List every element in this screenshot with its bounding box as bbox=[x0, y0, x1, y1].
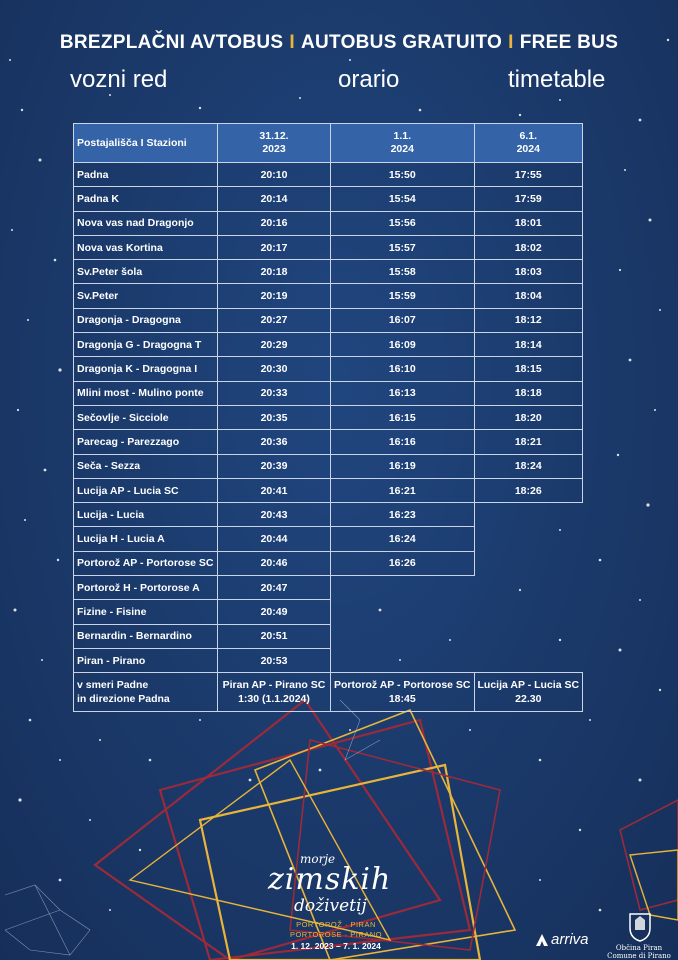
departure-time: 16:21 bbox=[331, 478, 475, 502]
table-row bbox=[74, 527, 583, 551]
departure-time: 20:30 bbox=[218, 357, 331, 381]
departure-time: 18:15 bbox=[474, 357, 583, 381]
table-row bbox=[74, 381, 583, 405]
table-row bbox=[74, 600, 583, 624]
header-date: 31.12. 2023 bbox=[218, 124, 331, 163]
table-row bbox=[74, 308, 583, 332]
station-name: Lucija AP - Lucia SC bbox=[74, 478, 218, 502]
subtitle-italian: orario bbox=[338, 66, 400, 93]
station-name: Portorož H - Portorose A bbox=[74, 576, 218, 600]
table-row bbox=[74, 211, 583, 235]
departure-time: 18:24 bbox=[474, 454, 583, 478]
departure-time: 20:53 bbox=[218, 648, 331, 672]
table-row bbox=[74, 624, 583, 648]
departure-time: 20:51 bbox=[218, 624, 331, 648]
departure-time: 18:14 bbox=[474, 333, 583, 357]
table-row bbox=[74, 648, 583, 672]
departure-time: 20:10 bbox=[218, 163, 331, 187]
departure-time: 20:43 bbox=[218, 503, 331, 527]
departure-time: 16:23 bbox=[331, 503, 475, 527]
municipality-name-sl: Občina Piran bbox=[615, 944, 663, 952]
departure-time: 18:02 bbox=[474, 235, 583, 259]
event-logo-line1: morje bbox=[300, 852, 336, 866]
departure-time: 20:46 bbox=[218, 551, 331, 575]
empty-cell bbox=[474, 503, 583, 527]
departure-time: 16:26 bbox=[331, 551, 475, 575]
municipality-name-it: Comune di Pirano bbox=[607, 952, 671, 960]
event-logo-line3: doživetij bbox=[294, 896, 367, 916]
station-name: Dragonja - Dragogna bbox=[74, 308, 218, 332]
departure-time: 16:24 bbox=[331, 527, 475, 551]
departure-time: 20:19 bbox=[218, 284, 331, 308]
empty-cell bbox=[474, 551, 583, 575]
departure-time: 18:26 bbox=[474, 478, 583, 502]
departure-time: 18:12 bbox=[474, 308, 583, 332]
table-row bbox=[74, 284, 583, 308]
departure-time: 18:21 bbox=[474, 430, 583, 454]
departure-time: 20:41 bbox=[218, 478, 331, 502]
coat-of-arms-icon bbox=[628, 910, 652, 942]
departure-time: 20:47 bbox=[218, 576, 331, 600]
departure-time: 16:15 bbox=[331, 405, 475, 429]
arriva-icon bbox=[535, 933, 549, 947]
table-row bbox=[74, 576, 583, 600]
station-name: Parecag - Parezzago bbox=[74, 430, 218, 454]
table-row bbox=[74, 333, 583, 357]
station-name: Mlini most - Mulino ponte bbox=[74, 381, 218, 405]
station-name: Portorož AP - Portorose SC bbox=[74, 551, 218, 575]
station-name: Padna K bbox=[74, 187, 218, 211]
station-name: Sv.Peter bbox=[74, 284, 218, 308]
table-row bbox=[74, 551, 583, 575]
title-italian: AUTOBUS GRATUITO bbox=[300, 32, 503, 53]
station-name: Lucija H - Lucia A bbox=[74, 527, 218, 551]
empty-cell bbox=[474, 527, 583, 551]
subtitle-slovenian: vozni red bbox=[70, 66, 168, 93]
departure-time: 15:56 bbox=[331, 211, 475, 235]
title-slovenian: BREZPLAČNI AVTOBUS bbox=[59, 32, 284, 53]
page-title bbox=[0, 32, 678, 54]
departure-time: 20:36 bbox=[218, 430, 331, 454]
table-row bbox=[74, 503, 583, 527]
table-row bbox=[74, 478, 583, 502]
empty-cell bbox=[331, 624, 583, 648]
departure-time: 15:59 bbox=[331, 284, 475, 308]
arriva-logo bbox=[535, 931, 589, 948]
departure-time: 16:19 bbox=[331, 454, 475, 478]
table-row bbox=[74, 430, 583, 454]
departure-time: 15:57 bbox=[331, 235, 475, 259]
table-row bbox=[74, 405, 583, 429]
return-departure: Lucija AP - Lucia SC 22.30 bbox=[474, 673, 583, 712]
empty-cell bbox=[331, 576, 583, 600]
table-row bbox=[74, 454, 583, 478]
table-row bbox=[74, 235, 583, 259]
departure-time: 15:58 bbox=[331, 260, 475, 284]
station-name: Bernardin - Bernardino bbox=[74, 624, 218, 648]
timetable-table bbox=[73, 123, 583, 712]
subtitle-english: timetable bbox=[508, 66, 606, 93]
departure-time: 15:54 bbox=[331, 187, 475, 211]
station-name: Padna bbox=[74, 163, 218, 187]
departure-time: 16:09 bbox=[331, 333, 475, 357]
departure-time: 20:35 bbox=[218, 405, 331, 429]
departure-time: 20:17 bbox=[218, 235, 331, 259]
departure-time: 18:04 bbox=[474, 284, 583, 308]
title-english: FREE BUS bbox=[519, 32, 619, 53]
station-name: Dragonja K - Dragogna I bbox=[74, 357, 218, 381]
empty-cell bbox=[331, 648, 583, 672]
empty-cell bbox=[331, 600, 583, 624]
departure-time: 20:44 bbox=[218, 527, 331, 551]
title-separator: I bbox=[508, 32, 514, 53]
departure-time: 18:20 bbox=[474, 405, 583, 429]
station-name: Fizine - Fisine bbox=[74, 600, 218, 624]
station-name: Sv.Peter šola bbox=[74, 260, 218, 284]
departure-time: 18:18 bbox=[474, 381, 583, 405]
table-row bbox=[74, 260, 583, 284]
departure-time: 15:50 bbox=[331, 163, 475, 187]
departure-time: 17:55 bbox=[474, 163, 583, 187]
return-departure: Piran AP - Pirano SC 1:30 (1.1.2024) bbox=[218, 673, 331, 712]
event-logo-line2: zimskih bbox=[268, 862, 392, 897]
departure-time: 20:14 bbox=[218, 187, 331, 211]
header-date: 6.1. 2024 bbox=[474, 124, 583, 163]
table-header-row bbox=[74, 124, 583, 163]
station-name: Piran - Pirano bbox=[74, 648, 218, 672]
departure-time: 16:07 bbox=[331, 308, 475, 332]
header-date: 1.1. 2024 bbox=[331, 124, 475, 163]
departure-time: 16:13 bbox=[331, 381, 475, 405]
departure-time: 17:59 bbox=[474, 187, 583, 211]
table-row bbox=[74, 357, 583, 381]
table-row bbox=[74, 187, 583, 211]
departure-time: 20:49 bbox=[218, 600, 331, 624]
municipality-logo-text bbox=[604, 944, 674, 960]
departure-time: 20:29 bbox=[218, 333, 331, 357]
departure-time: 16:10 bbox=[331, 357, 475, 381]
departure-time: 20:16 bbox=[218, 211, 331, 235]
table-row bbox=[74, 163, 583, 187]
station-name: Sečovlje - Sicciole bbox=[74, 405, 218, 429]
station-name: Seča - Sezza bbox=[74, 454, 218, 478]
title-separator: I bbox=[289, 32, 295, 53]
return-departure: Portorož AP - Portorose SC 18:45 bbox=[331, 673, 475, 712]
event-place-it: PORTOROSE · PIRANO bbox=[289, 930, 383, 939]
event-place-sl: PORTOROŽ · PIRAN bbox=[296, 920, 376, 929]
header-stations: Postajališča I Stazioni bbox=[74, 124, 218, 163]
departure-time: 20:27 bbox=[218, 308, 331, 332]
station-name: Lucija - Lucia bbox=[74, 503, 218, 527]
station-name: Nova vas Kortina bbox=[74, 235, 218, 259]
departure-time: 20:39 bbox=[218, 454, 331, 478]
departure-time: 18:03 bbox=[474, 260, 583, 284]
departure-time: 18:01 bbox=[474, 211, 583, 235]
return-direction-label: v smeri Padne in direzione Padna bbox=[74, 673, 218, 712]
station-name: Nova vas nad Dragonjo bbox=[74, 211, 218, 235]
return-trip-row bbox=[74, 673, 583, 712]
station-name: Dragonja G - Dragogna T bbox=[74, 333, 218, 357]
arriva-label: arriva bbox=[551, 931, 589, 948]
event-dates: 1. 12. 2023 – 7. 1. 2024 bbox=[291, 941, 381, 951]
departure-time: 16:16 bbox=[331, 430, 475, 454]
departure-time: 20:33 bbox=[218, 381, 331, 405]
departure-time: 20:18 bbox=[218, 260, 331, 284]
